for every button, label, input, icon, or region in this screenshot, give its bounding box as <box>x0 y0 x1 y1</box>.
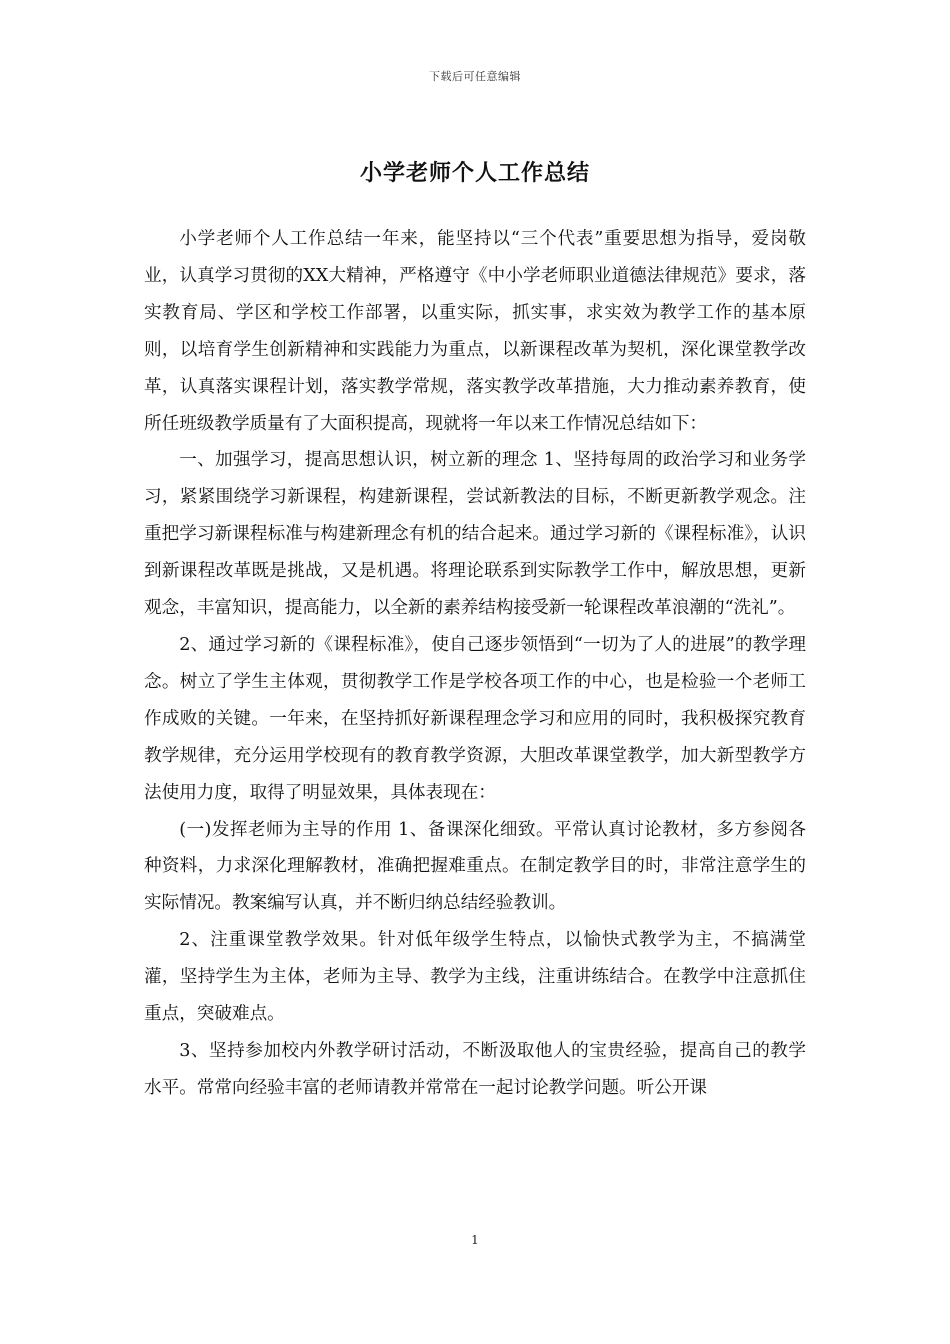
page-header-note: 下载后可任意编辑 <box>429 70 521 83</box>
page-number: 1 <box>471 1233 479 1247</box>
paragraph: 一、加强学习，提高思想认识，树立新的理念 1、坚持每周的政治学习和业务学习，紧紧围绕学习新课程，构建新课程，尝试新教法的目标，不断更新教学观念。注重把学习新课程标准与构建新理念有机的结合起来。通过学习新的《课程标准》，认识到新课程改革既是挑战，又是机遇。将理论联系到实际教学工作中，解放思想，更新观念，丰富知识，提高能力，以全新的素养结构接受新一轮课程改革浪潮的“洗礼”。 <box>144 450 806 619</box>
document-body <box>144 221 806 1107</box>
paragraph: 3、坚持参加校内外教学研讨活动，不断汲取他人的宝贵经验，提高自己的教学水平。常常向经验丰富的老师请教并常常在一起讨论教学问题。听公开课 <box>144 1040 806 1098</box>
paragraph: 2、通过学习新的《课程标准》，使自己逐步领悟到“一切为了人的进展”的教学理念。树立了学生主体观，贯彻教学工作是学校各项工作的中心，也是检验一个老师工作成败的关键。一年来，在坚持抓好新课程理念学习和应用的同时，我积极探究教育教学规律，充分运用学校现有的教育教学资源，大胆改革课堂教学，加大新型教学方法使用力度，取得了明显效果，具体表现在： <box>144 634 806 803</box>
document-title: 小学老师个人工作总结 <box>359 160 590 186</box>
paragraph: 小学老师个人工作总结一年来，能坚持以“三个代表”重要思想为指导，爱岗敬业，认真学习贯彻的XX大精神，严格遵守《中小学老师职业道德法律规范》要求，落实教育局、学区和学校工作部署，以重实际，抓实事，求实效为教学工作的基本原则，以培育学生创新精神和实践能力为重点，以新课程改革为契机，深化课堂教学改革，认真落实课程计划，落实教学常规，落实教学改革措施，大力推动素养教育，使所任班级教学质量有了大面积提高，现就将一年以来工作情况总结如下： <box>144 229 806 434</box>
paragraph: (一)发挥老师为主导的作用 1、备课深化细致。平常认真讨论教材，多方参阅各种资料，力求深化理解教材，准确把握难重点。在制定教学目的时，非常注意学生的实际情况。教案编写认真，并不断归纳总结经验教训。 <box>144 819 806 914</box>
paragraph: 2、注重课堂教学效果。针对低年级学生特点，以愉快式教学为主，不搞满堂灌，坚持学生为主体，老师为主导、教学为主线，注重讲练结合。在教学中注意抓住重点，突破难点。 <box>144 930 806 1025</box>
